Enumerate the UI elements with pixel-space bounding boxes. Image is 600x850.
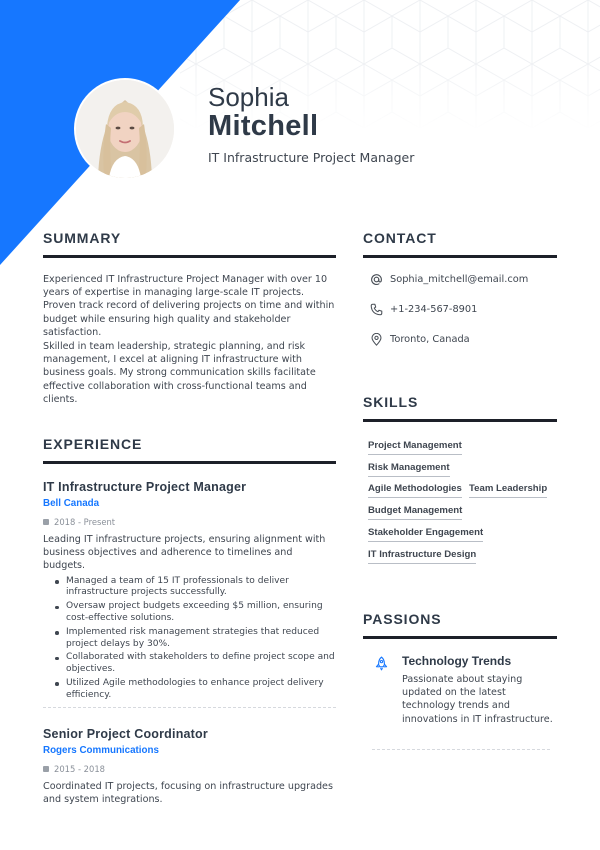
passions-rule xyxy=(363,636,557,639)
calendar-icon xyxy=(43,519,49,525)
location-pin-icon xyxy=(370,333,383,346)
experience-rule xyxy=(43,461,336,464)
job-bullet: Collaborated with stakeholders to define project scope and objectives. xyxy=(55,652,336,676)
contact-heading: CONTACT xyxy=(363,230,437,246)
skill-tag: IT Infrastructure Design xyxy=(368,549,476,564)
job-dates-text: 2018 - Present xyxy=(54,517,116,527)
contact-email[interactable] xyxy=(370,273,528,286)
contact-location xyxy=(370,333,470,346)
summary-paragraph: Experienced IT Infrastructure Project Manager with over 10 years of expertise in managing large-scale IT projects. Proven track record of delivering projects on time and within budget while ensuring high quality and stakeholder satisfaction. xyxy=(43,274,335,338)
contact-email-text: Sophia_mitchell@email.com xyxy=(390,274,529,285)
job-dates-text: 2015 - 2018 xyxy=(54,764,105,774)
job-role: IT Infrastructure Project Manager xyxy=(43,480,247,494)
at-sign-icon xyxy=(370,273,383,286)
job-bullets xyxy=(43,576,336,702)
passion-title: Technology Trends xyxy=(402,654,512,668)
skill-tag: Risk Management xyxy=(368,462,450,477)
job-company: Bell Canada xyxy=(43,498,100,509)
skills-heading: SKILLS xyxy=(363,394,419,410)
contact-rule xyxy=(363,255,557,258)
rocket-icon xyxy=(374,656,389,671)
job-entry xyxy=(43,727,336,806)
job-description: Leading IT infrastructure projects, ensuring alignment with business objectives and adherence to timelines and budgets. xyxy=(43,534,326,572)
job-company: Rogers Communications xyxy=(43,745,159,756)
passion-description: Passionate about staying updated on the latest technology trends and innovations in IT infrastructure. xyxy=(402,674,553,725)
skills-rule xyxy=(363,419,557,422)
first-name: Sophia xyxy=(208,82,289,112)
job-bullet: Oversaw project budgets exceeding $5 million, ensuring cost-effective solutions. xyxy=(55,601,336,625)
passion-separator xyxy=(372,749,550,750)
job-role: Senior Project Coordinator xyxy=(43,727,208,741)
skill-tag: Team Leadership xyxy=(469,483,547,498)
calendar-icon xyxy=(43,766,49,772)
job-dates xyxy=(43,517,336,527)
contact-phone[interactable] xyxy=(370,303,477,316)
job-description: Coordinated IT projects, focusing on infrastructure upgrades and system integrations. xyxy=(43,781,333,806)
job-bullet: Managed a team of 15 IT professionals to deliver infrastructure projects successfully. xyxy=(55,576,336,600)
job-entry xyxy=(43,480,336,704)
skill-tag: Project Management xyxy=(368,440,462,455)
profile-photo xyxy=(76,80,174,178)
skill-tag: Stakeholder Engagement xyxy=(368,527,483,542)
experience-heading: EXPERIENCE xyxy=(43,436,143,452)
job-bullet: Implemented risk management strategies that reduced project delays by 30%. xyxy=(55,627,336,651)
phone-icon xyxy=(370,303,383,316)
summary-heading: SUMMARY xyxy=(43,230,122,246)
summary-paragraph: Skilled in team leadership, strategic planning, and risk management, I excel at aligning IT infrastructure with business goals. My strong communication skills facilitate effective collaboration with cross-functional teams and clients. xyxy=(43,341,316,405)
job-bullet: Utilized Agile methodologies to enhance project delivery efficiency. xyxy=(55,678,336,702)
skill-tag: Agile Methodologies xyxy=(368,483,462,498)
passions-heading: PASSIONS xyxy=(363,611,442,627)
job-dates xyxy=(43,764,336,774)
contact-phone-text: +1-234-567-8901 xyxy=(390,304,478,315)
skill-tag: Budget Management xyxy=(368,505,462,520)
contact-location-text: Toronto, Canada xyxy=(390,334,470,345)
job-title: IT Infrastructure Project Manager xyxy=(208,150,415,165)
job-separator xyxy=(43,707,336,708)
last-name: Mitchell xyxy=(208,110,319,142)
